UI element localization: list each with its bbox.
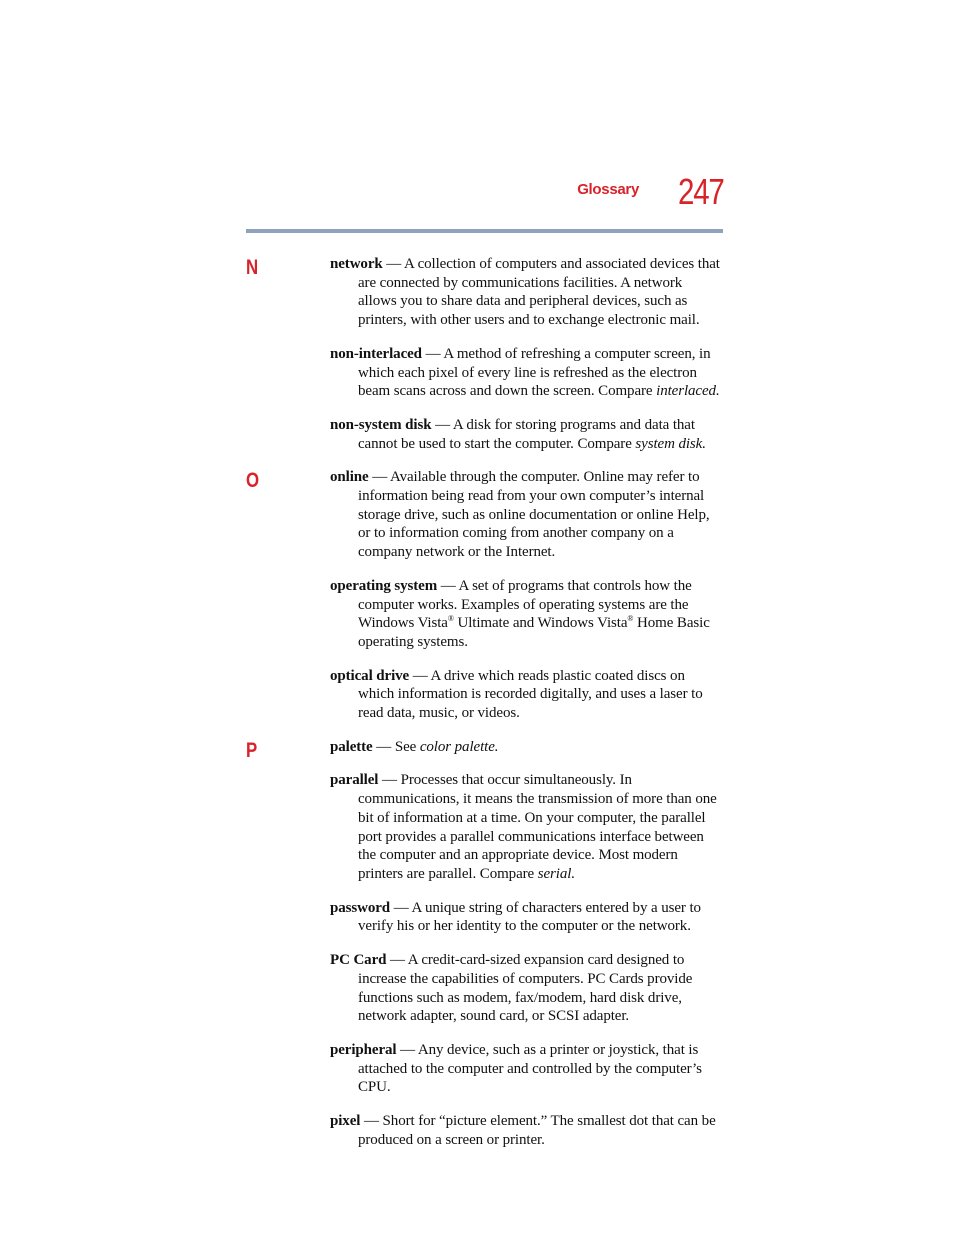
glossary-entry-peripheral: peripheral — Any device, such as a printer or joystick, that is attached to the computer and controlled by the computer’s CPU. [330, 1041, 702, 1096]
glossary-entry-network: network — A collection of computers and associated devices that are connected by communications facilities. A network allows you to share data and peripheral devices, such as printers, with other users and to exchange electronic mail. [330, 256, 720, 329]
entry-term: optical drive [330, 667, 410, 684]
glossary-entry-palette: palette — See color palette. [330, 738, 499, 755]
entry-definition: A method of refreshing a computer screen, in which each pixel of every line is refreshed as the electron beam scans across and down the screen. Compare [358, 345, 711, 400]
section-letter: O [246, 469, 260, 493]
section-letter: N [246, 256, 259, 279]
entry-term: non-system disk [330, 416, 432, 433]
entry-definition: Short for “picture element.” The smallest dot that can be produced on a screen or printer. [358, 1113, 716, 1148]
section-letter: P [246, 738, 258, 762]
entry-definition: A unique string of characters entered by a user to verify his or her identity to the computer or the network. [358, 899, 701, 935]
entry-definition: A set of programs that controls how the computer works. Examples of operating systems are the Windows Vista [358, 577, 692, 632]
registered-mark: ® [627, 614, 634, 624]
entry-term: network [330, 256, 383, 272]
glossary-entry-optical-drive: optical drive — A drive which reads plastic coated discs on which information is recorded digitally, and uses a laser to read data, music, or videos. [330, 667, 703, 722]
glossary-content [246, 240, 723, 1159]
glossary-entry-non-system-disk: non-system disk — A disk for storing programs and data that cannot be used to start the computer. Compare system disk. [330, 416, 706, 452]
entry-term: palette [330, 738, 373, 755]
section-o [246, 468, 723, 722]
section-n [246, 255, 723, 453]
entry-definition: See [394, 738, 420, 755]
entry-term: password [330, 899, 391, 916]
cross-reference: interlaced. [656, 383, 720, 400]
entry-definition-cont: Ultimate and Windows Vista [453, 615, 628, 632]
cross-reference: color palette. [419, 738, 499, 755]
entry-definition: A drive which reads plastic coated discs on which information is recorded digitally, and uses a laser to read data, music, or videos. [358, 667, 703, 722]
entry-definition: A credit-card-sized expansion card designed to increase the capabilities of computers. PC Cards provide functions such as modem, fax/modem, hard disk drive, network adapter, sound card, or SCSI adapter. [358, 952, 693, 1025]
entry-definition: A collection of computers and associated devices that are connected by communications facilities. A network allows you to share data and peripheral devices, such as printers, with other users and to exchange electronic mail. [358, 256, 720, 329]
entry-term: online [330, 469, 369, 486]
entry-definition: Available through the computer. Online may refer to information being read from your own computer’s internal storage drive, such as online documentation or online Help, or to information coming from another company on a company network or the Internet. [358, 469, 710, 561]
entry-term: parallel [330, 772, 379, 789]
glossary-entry-operating-system: operating system — A set of programs that controls how the computer works. Examples of operating systems are the Windows Vista® Ultimate and Windows Vista® Home Basic operating systems. [330, 577, 710, 650]
glossary-entry-non-interlaced: non-interlaced — A method of refreshing a computer screen, in which each pixel of every line is refreshed as the electron beam scans across and down the screen. Compare interlaced. [330, 345, 720, 400]
glossary-entry-password: password — A unique string of characters entered by a user to verify his or her identity to the computer or the network. [330, 899, 701, 935]
glossary-entry-parallel: parallel — Processes that occur simultaneously. In communications, it means the transmission of more than one bit of information at a time. On your computer, the parallel port provides a parallel communications interface between the computer and an appropriate device. Most modern printers are parallel. Compare serial. [330, 772, 717, 882]
glossary-entry-pixel: pixel — Short for “picture element.” The smallest dot that can be produced on a screen or printer. [330, 1113, 716, 1148]
entry-definition-end: Home Basic operating systems. [358, 615, 710, 650]
glossary-entry-online: online — Available through the computer. Online may refer to information being read from your own computer’s internal storage drive, such as online documentation or online Help, or to information coming from another company on a company network or the Internet. [330, 469, 710, 561]
entry-definition: Any device, such as a printer or joystick, that is attached to the computer and controlled by the computer’s CPU. [358, 1041, 702, 1096]
entry-term: non-interlaced [330, 345, 422, 362]
entry-definition: A disk for storing programs and data that cannot be used to start the computer. Compare [358, 416, 695, 452]
entry-term: peripheral [330, 1041, 397, 1058]
running-header-title: Glossary [577, 181, 639, 198]
cross-reference: system disk. [635, 435, 706, 452]
entry-definition: Processes that occur simultaneously. In communications, it means the transmission of more than one bit of information at a time. On your computer, the parallel port provides a parallel communications interface between the computer and an appropriate device. Most modern printers are parallel. Compare [358, 772, 717, 882]
cross-reference: serial. [537, 865, 575, 882]
entry-term: PC Card [330, 952, 387, 969]
registered-mark: ® [447, 614, 454, 624]
header-rule [246, 229, 723, 233]
entry-term: operating system [330, 577, 438, 594]
page-number: 247 [678, 171, 724, 212]
entry-term: pixel [330, 1113, 361, 1130]
glossary-entry-pc-card: PC Card — A credit-card-sized expansion card designed to increase the capabilities of computers. PC Cards provide functions such as modem, fax/modem, hard disk drive, network adapter, sound card, or SCSI adapter. [330, 952, 693, 1025]
section-p [246, 738, 723, 1150]
